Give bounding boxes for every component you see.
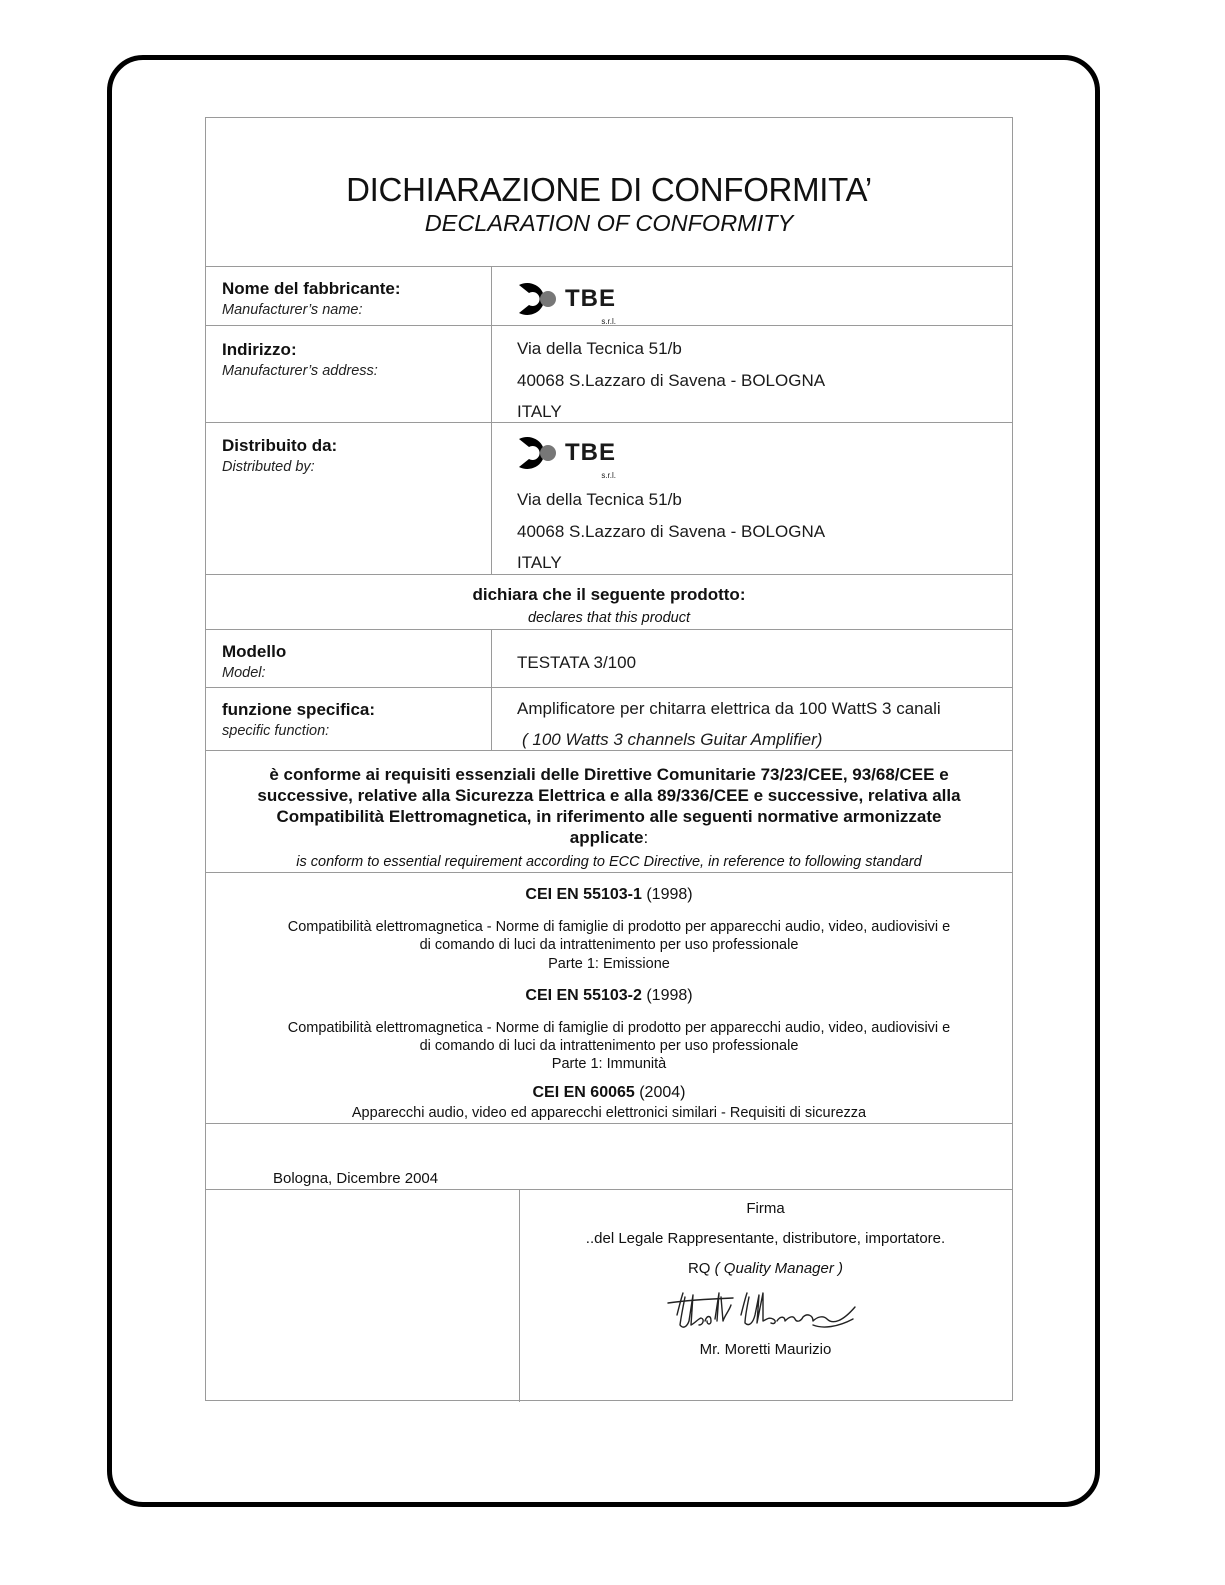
declaration-document [205,117,1013,1401]
standard-1-desc-1: Compatibilità elettromagnetica - Norme di famiglie di prodotto per apparecchi audio, video, audiovisivi e [287,919,951,935]
address-row [206,326,1012,423]
function-label: funzione specifica: [222,700,376,719]
tbe-logo [517,279,616,326]
address-label: Indirizzo: [222,340,297,359]
title-english: DECLARATION OF CONFORMITY [424,210,794,236]
conformity-row [206,751,1012,873]
conformity-line-4 [206,828,1012,848]
handwritten-signature [663,1285,863,1345]
conformity-colon: : [643,828,649,847]
distributor-line-1: Via della Tecnica 51/b [517,490,682,509]
standard-2-desc-3: Parte 1: Immunità [551,1056,667,1072]
tbe-logo-sub: s.r.l. [601,471,616,480]
conformity-line-3: Compatibilità Elettromagnetica, in riferimento alle seguenti normative armonizzate [276,807,942,826]
model-value: TESTATA 3/100 [517,653,637,672]
place-date: Bologna, Dicembre 2004 [273,1170,439,1187]
signatory-role: ..del Legale Rappresentante, distributore, importatore. [585,1230,946,1247]
distributor-label: Distribuito da: [222,436,338,455]
function-value-english: ( 100 Watts 3 channels Guitar Amplifier) [522,730,823,749]
function-label-en: specific function: [222,723,330,739]
declares-english: declares that this product [527,610,690,626]
tbe-logo-icon [517,433,563,473]
model-label: Modello [222,642,287,661]
distributor-line-3: ITALY [517,553,562,572]
function-value-italian: Amplificatore per chitarra elettrica da 100 WattS 3 canali [517,699,941,718]
standard-2-title: CEI EN 55103-2 (1998) [525,987,693,1004]
conformity-line-2: successive, relative alla Sicurezza Elettrica e alla 89/336/CEE e successive, relativa alla [257,786,961,805]
conformity-applicate: applicate [569,828,644,847]
tbe-logo-icon [517,279,563,319]
tbe-logo-distributor [517,433,616,480]
quality-manager: RQ ( Quality Manager ) [687,1260,844,1277]
place-date-row [206,1124,1012,1190]
standard-3-title: CEI EN 60065 (2004) [532,1084,686,1101]
standard-1-desc-2: di comando di luci da intrattenimento per uso professionale [419,937,799,953]
manufacturer-row [206,267,1012,326]
standard-1-desc-3: Parte 1: Emissione [548,956,670,972]
function-row [206,688,1012,751]
firma-label: Firma [746,1200,785,1217]
manufacturer-label: Nome del fabbricante: [222,279,401,298]
address-line-3: ITALY [517,402,562,421]
distributor-line-2: 40068 S.Lazzaro di Savena - BOLOGNA [517,522,826,541]
address-line-1: Via della Tecnica 51/b [517,339,682,358]
declares-italian: dichiara che il seguente prodotto: [472,585,746,604]
signatory-name: Mr. Moretti Maurizio [699,1341,832,1358]
standards-row [206,873,1012,1124]
standard-2-desc-1: Compatibilità elettromagnetica - Norme di famiglie di prodotto per apparecchi audio, video, audiovisivi e [287,1020,951,1036]
signature-row [206,1190,1012,1402]
distributor-row [206,423,1012,575]
standard-1-title: CEI EN 55103-1 (1998) [525,886,693,903]
model-row [206,630,1012,688]
address-label-en: Manufacturer’s address: [222,363,378,379]
title-italian: DICHIARAZIONE DI CONFORMITA’ [346,171,872,208]
tbe-logo-text: TBE s.r.l. [565,441,616,465]
title-section [206,118,1012,267]
conformity-english: is conform to essential requirement according to ECC Directive, in reference to following standard [296,854,922,870]
tbe-logo-sub: s.r.l. [601,317,616,326]
address-line-2: 40068 S.Lazzaro di Savena - BOLOGNA [517,371,826,390]
tbe-logo-text: TBE s.r.l. [565,287,616,311]
distributor-label-en: Distributed by: [222,459,315,475]
conformity-line-1: è conforme ai requisiti essenziali delle Direttive Comunitarie 73/23/CEE, 93/68/CEE e [269,765,949,784]
standard-3-desc-1: Apparecchi audio, video ed apparecchi elettronici similari - Requisiti di sicurezza [351,1105,867,1121]
model-label-en: Model: [222,665,266,681]
standard-2-desc-2: di comando di luci da intrattenimento per uso professionale [419,1038,799,1054]
manufacturer-label-en: Manufacturer’s name: [222,302,363,318]
declares-row [206,575,1012,630]
